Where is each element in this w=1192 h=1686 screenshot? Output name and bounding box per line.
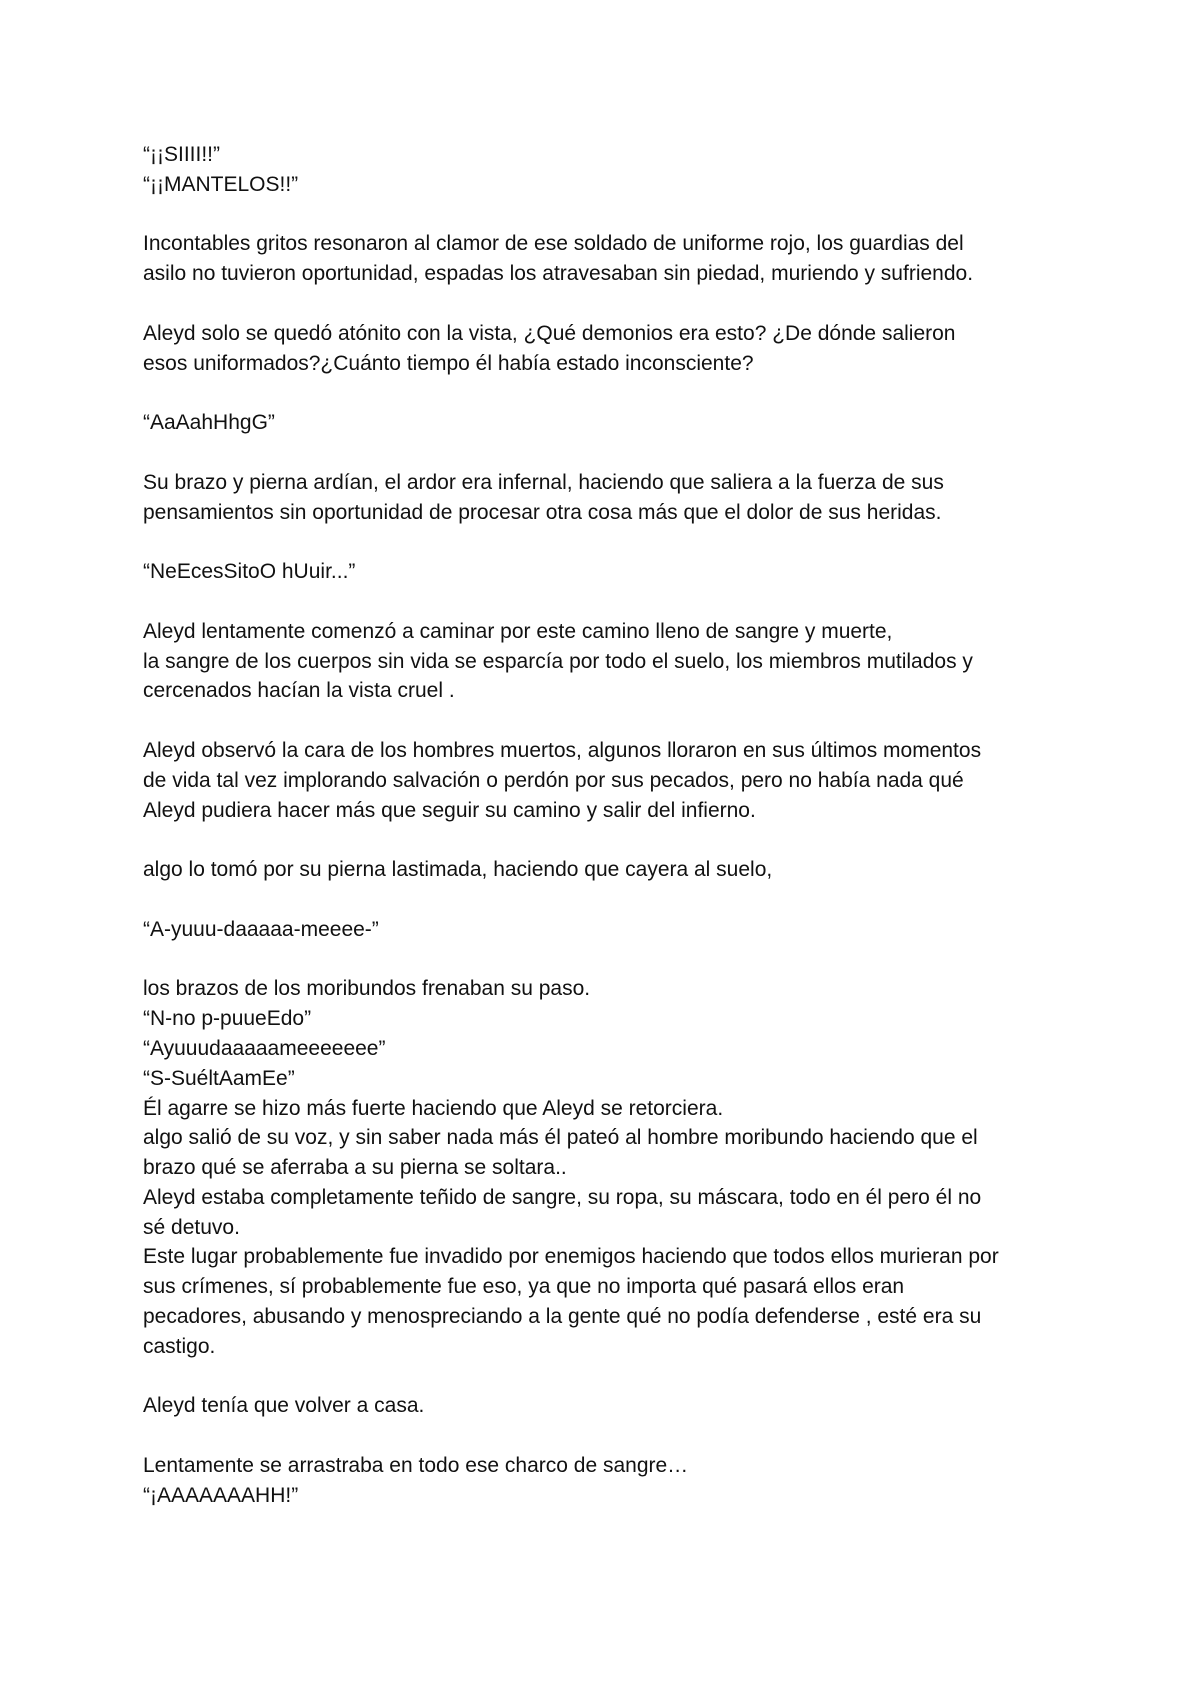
text-line: Aleyd solo se quedó atónito con la vista, ¿Qué demonios era esto? ¿De dónde salieron <box>143 321 956 345</box>
paragraph <box>143 617 1063 706</box>
text-line: la sangre de los cuerpos sin vida se esparcía por todo el suelo, los miembros mutilados y <box>143 649 973 673</box>
paragraph <box>143 319 1063 379</box>
text-line: “¡¡SIIII!!” <box>143 143 220 166</box>
text-line: algo salió de su voz, y sin saber nada más él pateó al hombre moribundo haciendo que el <box>143 1126 978 1150</box>
paragraph <box>143 915 1063 945</box>
paragraph <box>143 1451 1063 1511</box>
text-line: brazo qué se aferraba a su pierna se soltara.. <box>143 1156 567 1180</box>
text-line: Su brazo y pierna ardían, el ardor era infernal, haciendo que saliera a la fuerza de sus <box>143 470 944 494</box>
text-line: Aleyd estaba completamente teñido de sangre, su ropa, su máscara, todo en él pero él no <box>143 1185 982 1209</box>
text-line: Él agarre se hizo más fuerte haciendo que Aleyd se retorciera. <box>143 1096 724 1120</box>
text-line: algo lo tomó por su pierna lastimada, haciendo que cayera al suelo, <box>143 858 773 882</box>
paragraph <box>143 1391 1063 1421</box>
text-line: los brazos de los moribundos frenaban su paso. <box>143 977 591 1001</box>
paragraph <box>143 855 1063 885</box>
text-line: pecadores, abusando y menospreciando a la gente qué no podía defenderse , esté era su <box>143 1305 982 1329</box>
text-line: de vida tal vez implorando salvación o perdón por sus pecados, pero no había nada qué <box>143 768 964 792</box>
text-line: Aleyd tenía que volver a casa. <box>143 1394 425 1418</box>
text-line: cercenados hacían la vista cruel . <box>143 679 455 703</box>
paragraph <box>143 229 1063 289</box>
paragraph <box>143 408 1063 438</box>
text-line: Incontables gritos resonaron al clamor de ese soldado de uniforme rojo, los guardias del <box>143 232 964 256</box>
text-line: “¡¡MANTELOS!!” <box>143 172 299 196</box>
text-line: Aleyd pudiera hacer más que seguir su camino y salir del infierno. <box>143 798 756 822</box>
text-line: pensamientos sin oportunidad de procesar otra cosa más que el dolor de sus heridas. <box>143 500 942 524</box>
paragraph <box>143 140 1063 200</box>
text-line: “S-SuéltAamEe” <box>143 1066 295 1090</box>
text-line: “¡AAAAAAAHH!” <box>143 1483 299 1507</box>
text-line: “A-yuuu-daaaaa-meeee-” <box>143 917 379 941</box>
text-line: castigo. <box>143 1334 216 1358</box>
paragraph <box>143 736 1063 825</box>
text-line: Aleyd observó la cara de los hombres muertos, algunos lloraron en sus últimos momentos <box>143 738 982 762</box>
text-line: Este lugar probablemente fue invadido por enemigos haciendo que todos ellos murieran por <box>143 1245 999 1269</box>
text-line: esos uniformados?¿Cuánto tiempo él había estado inconsciente? <box>143 351 754 375</box>
text-line: sus crímenes, sí probablemente fue eso, ya que no importa qué pasará ellos eran <box>143 1275 905 1299</box>
document-text <box>143 140 1063 1540</box>
text-line: sé detuvo. <box>143 1215 240 1239</box>
text-line: “N-no p-puueEdo” <box>143 1007 312 1031</box>
text-line: Lentamente se arrastraba en todo ese charco de sangre… <box>143 1454 689 1478</box>
text-line: “AaAahHhgG” <box>143 411 275 435</box>
paragraph <box>143 974 1063 1361</box>
text-line: “Ayuuudaaaaameeeeeee” <box>143 1036 386 1060</box>
text-line: Aleyd lentamente comenzó a caminar por este camino lleno de sangre y muerte, <box>143 619 893 643</box>
text-line: asilo no tuvieron oportunidad, espadas los atravesaban sin piedad, muriendo y sufriendo. <box>143 262 974 286</box>
text-line: “NeEcesSitoO hUuir...” <box>143 560 356 584</box>
paragraph <box>143 557 1063 587</box>
paragraph <box>143 468 1063 528</box>
